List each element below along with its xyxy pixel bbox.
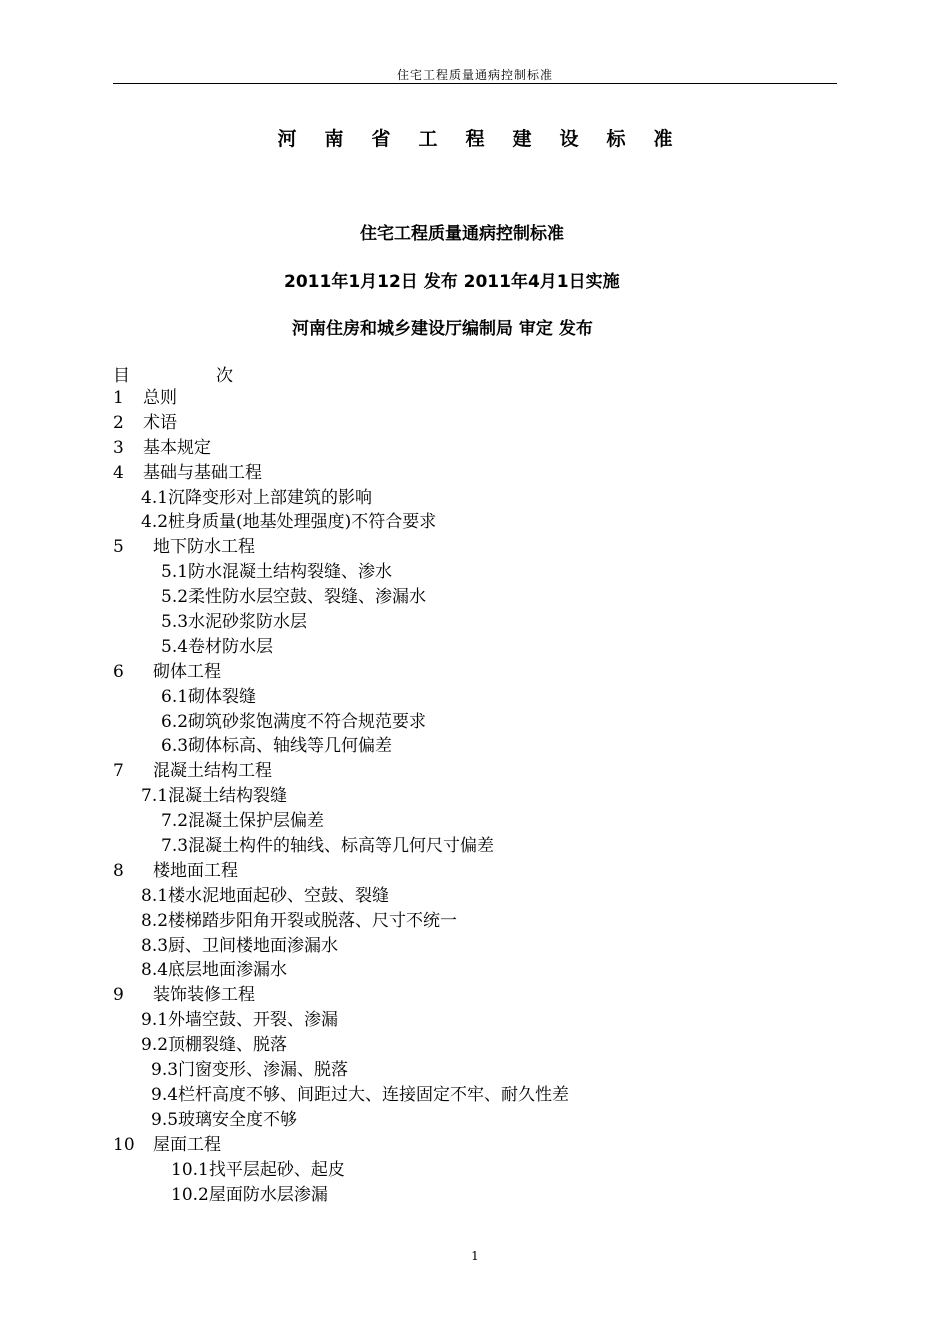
document-title: 住宅工程质量通病控制标准 [360,224,564,244]
toc-entry-number: 9 [113,985,124,1006]
running-header: 住宅工程质量通病控制标准 [396,68,553,82]
toc-entry-number: 4.1 [141,487,169,508]
toc-entry [113,535,837,560]
publication-dates: 2011年1月12日 发布 2011年4月1日实施 [284,272,620,292]
toc-entry-text: 柔性防水层空鼓、裂缝、渗漏水 [188,587,427,608]
toc-entry-text: 楼梯踏步阳角开裂或脱落、尺寸不统一 [168,910,458,931]
toc-entry [113,1158,837,1183]
toc-entry [113,710,837,735]
toc-heading-right: 次 [216,366,233,386]
toc-entry-text: 外墙空鼓、开裂、渗漏 [168,1010,339,1031]
toc-entry-number: 4 [113,462,124,483]
toc-entry [113,411,837,436]
toc-entry-text: 砌体标高、轴线等几何偏差 [188,736,393,757]
toc-entry-number: 8.3 [141,935,169,956]
toc-entry [113,461,837,486]
toc-entry-number: 10 [113,1134,135,1155]
toc-entry [113,909,837,934]
toc-entry-number: 9.5 [151,1109,179,1130]
toc-entry-number: 5.3 [161,612,189,633]
toc-entry-text: 基本规定 [143,437,211,458]
toc-entry-text: 玻璃安全度不够 [178,1109,298,1130]
toc-entry [113,510,837,535]
toc-entry-number: 1 [113,388,124,408]
toc-entry-number: 8 [113,860,124,881]
header-rule [113,83,837,84]
toc-entry [113,1058,837,1083]
toc-entry-number: 7.3 [161,836,189,857]
toc-entry-text: 装饰装修工程 [153,985,255,1006]
toc-entry-text: 砌体裂缝 [188,686,257,707]
toc-entry-text: 砌筑砂浆饱满度不符合规范要求 [188,711,427,732]
toc-entry [113,784,837,809]
toc-entry [113,884,837,909]
toc-entry-number: 3 [113,437,124,458]
toc-entry-number: 5.2 [161,587,189,608]
toc-entry-text: 屋面工程 [153,1134,221,1155]
toc-entry [113,635,837,660]
toc-entry [113,1083,837,1108]
toc-entry-number: 5.4 [161,636,189,657]
toc-entry-text: 楼水泥地面起砂、空鼓、裂缝 [168,885,390,906]
toc-entry [113,958,837,983]
toc-entry-text: 混凝土构件的轴线、标高等几何尺寸偏差 [188,836,495,857]
toc-entry-number: 4.2 [141,512,169,533]
toc-entry-text: 厨、卫间楼地面渗漏水 [168,935,339,956]
toc-entry-text: 沉降变形对上部建筑的影响 [168,487,373,508]
toc-entry-number: 6 [113,661,124,682]
toc-entry-text: 总则 [143,388,177,408]
toc-entry-text: 找平层起砂、起皮 [208,1159,345,1180]
toc-entry-text: 屋面防水层渗漏 [208,1184,328,1205]
issuing-authority: 河南住房和城乡建设厅编制局 审定 发布 [292,319,593,339]
toc-entry-number: 8.1 [141,885,169,906]
toc-entry [113,486,837,511]
toc-entry-number: 5.1 [161,562,189,583]
toc-entry-text: 术语 [143,412,177,433]
toc-entry [113,585,837,610]
toc-entry-text: 地下防水工程 [153,537,255,558]
toc-entry-text: 水泥砂浆防水层 [188,612,308,633]
toc-entry-text: 基础与基础工程 [143,462,262,483]
toc-entry-text: 混凝土结构裂缝 [168,786,288,807]
toc-entry-number: 5 [113,537,124,558]
toc-entry [113,1133,837,1158]
toc-entry [113,983,837,1008]
toc-entry [113,436,837,461]
toc-entry-number: 8.2 [141,910,169,931]
page-number: 1 [471,1249,479,1263]
toc-entry-text: 混凝土保护层偏差 [188,811,325,832]
toc-heading-left: 目 [113,366,130,386]
toc-entry-number: 7.2 [161,811,189,832]
toc-entry [113,934,837,959]
standard-category-title: 河南省工程建设标准 [277,128,701,150]
toc-entry-text: 混凝土结构工程 [153,761,272,782]
toc-entry-text: 门窗变形、渗漏、脱落 [178,1060,349,1081]
toc-entry-number: 10.2 [171,1184,209,1205]
toc-entry [113,759,837,784]
toc-entry-text: 底层地面渗漏水 [168,960,288,981]
toc-entry [113,1108,837,1133]
toc-entry-text: 栏杆高度不够、间距过大、连接固定不牢、耐久性差 [178,1084,570,1105]
toc-entry [113,386,837,411]
toc-entry [113,859,837,884]
toc-entry-text: 砌体工程 [153,661,221,682]
toc-entry-number: 8.4 [141,960,169,981]
toc-entry [113,809,837,834]
toc-entry-number: 6.3 [161,736,189,757]
toc-entry-text: 楼地面工程 [153,860,238,881]
toc-entry [113,1033,837,1058]
toc-entry-number: 6.1 [161,686,189,707]
toc-entry-text: 顶棚裂缝、脱落 [168,1035,288,1056]
toc-entry-number: 9.4 [151,1084,179,1105]
toc-entry-number: 9.1 [141,1010,169,1031]
toc-entry-number: 9.2 [141,1035,169,1056]
toc-entry-number: 9.3 [151,1060,179,1081]
toc-entry-number: 10.1 [171,1159,209,1180]
toc-entry-number: 2 [113,412,124,433]
toc-entry [113,685,837,710]
toc-entry [113,734,837,759]
toc-entry-number: 6.2 [161,711,189,732]
toc-entry-number: 7.1 [141,786,169,807]
toc-heading [113,361,233,386]
toc-entry [113,1183,837,1208]
toc-entry [113,834,837,859]
table-of-contents [113,386,837,1207]
toc-entry-text: 卷材防水层 [188,636,274,657]
toc-entry [113,660,837,685]
toc-entry-number: 7 [113,761,124,782]
toc-entry-text: 防水混凝土结构裂缝、渗水 [188,562,393,583]
toc-entry [113,560,837,585]
toc-entry-text: 桩身质量(地基处理强度)不符合要求 [168,512,437,533]
toc-entry [113,610,837,635]
toc-entry [113,1008,837,1033]
